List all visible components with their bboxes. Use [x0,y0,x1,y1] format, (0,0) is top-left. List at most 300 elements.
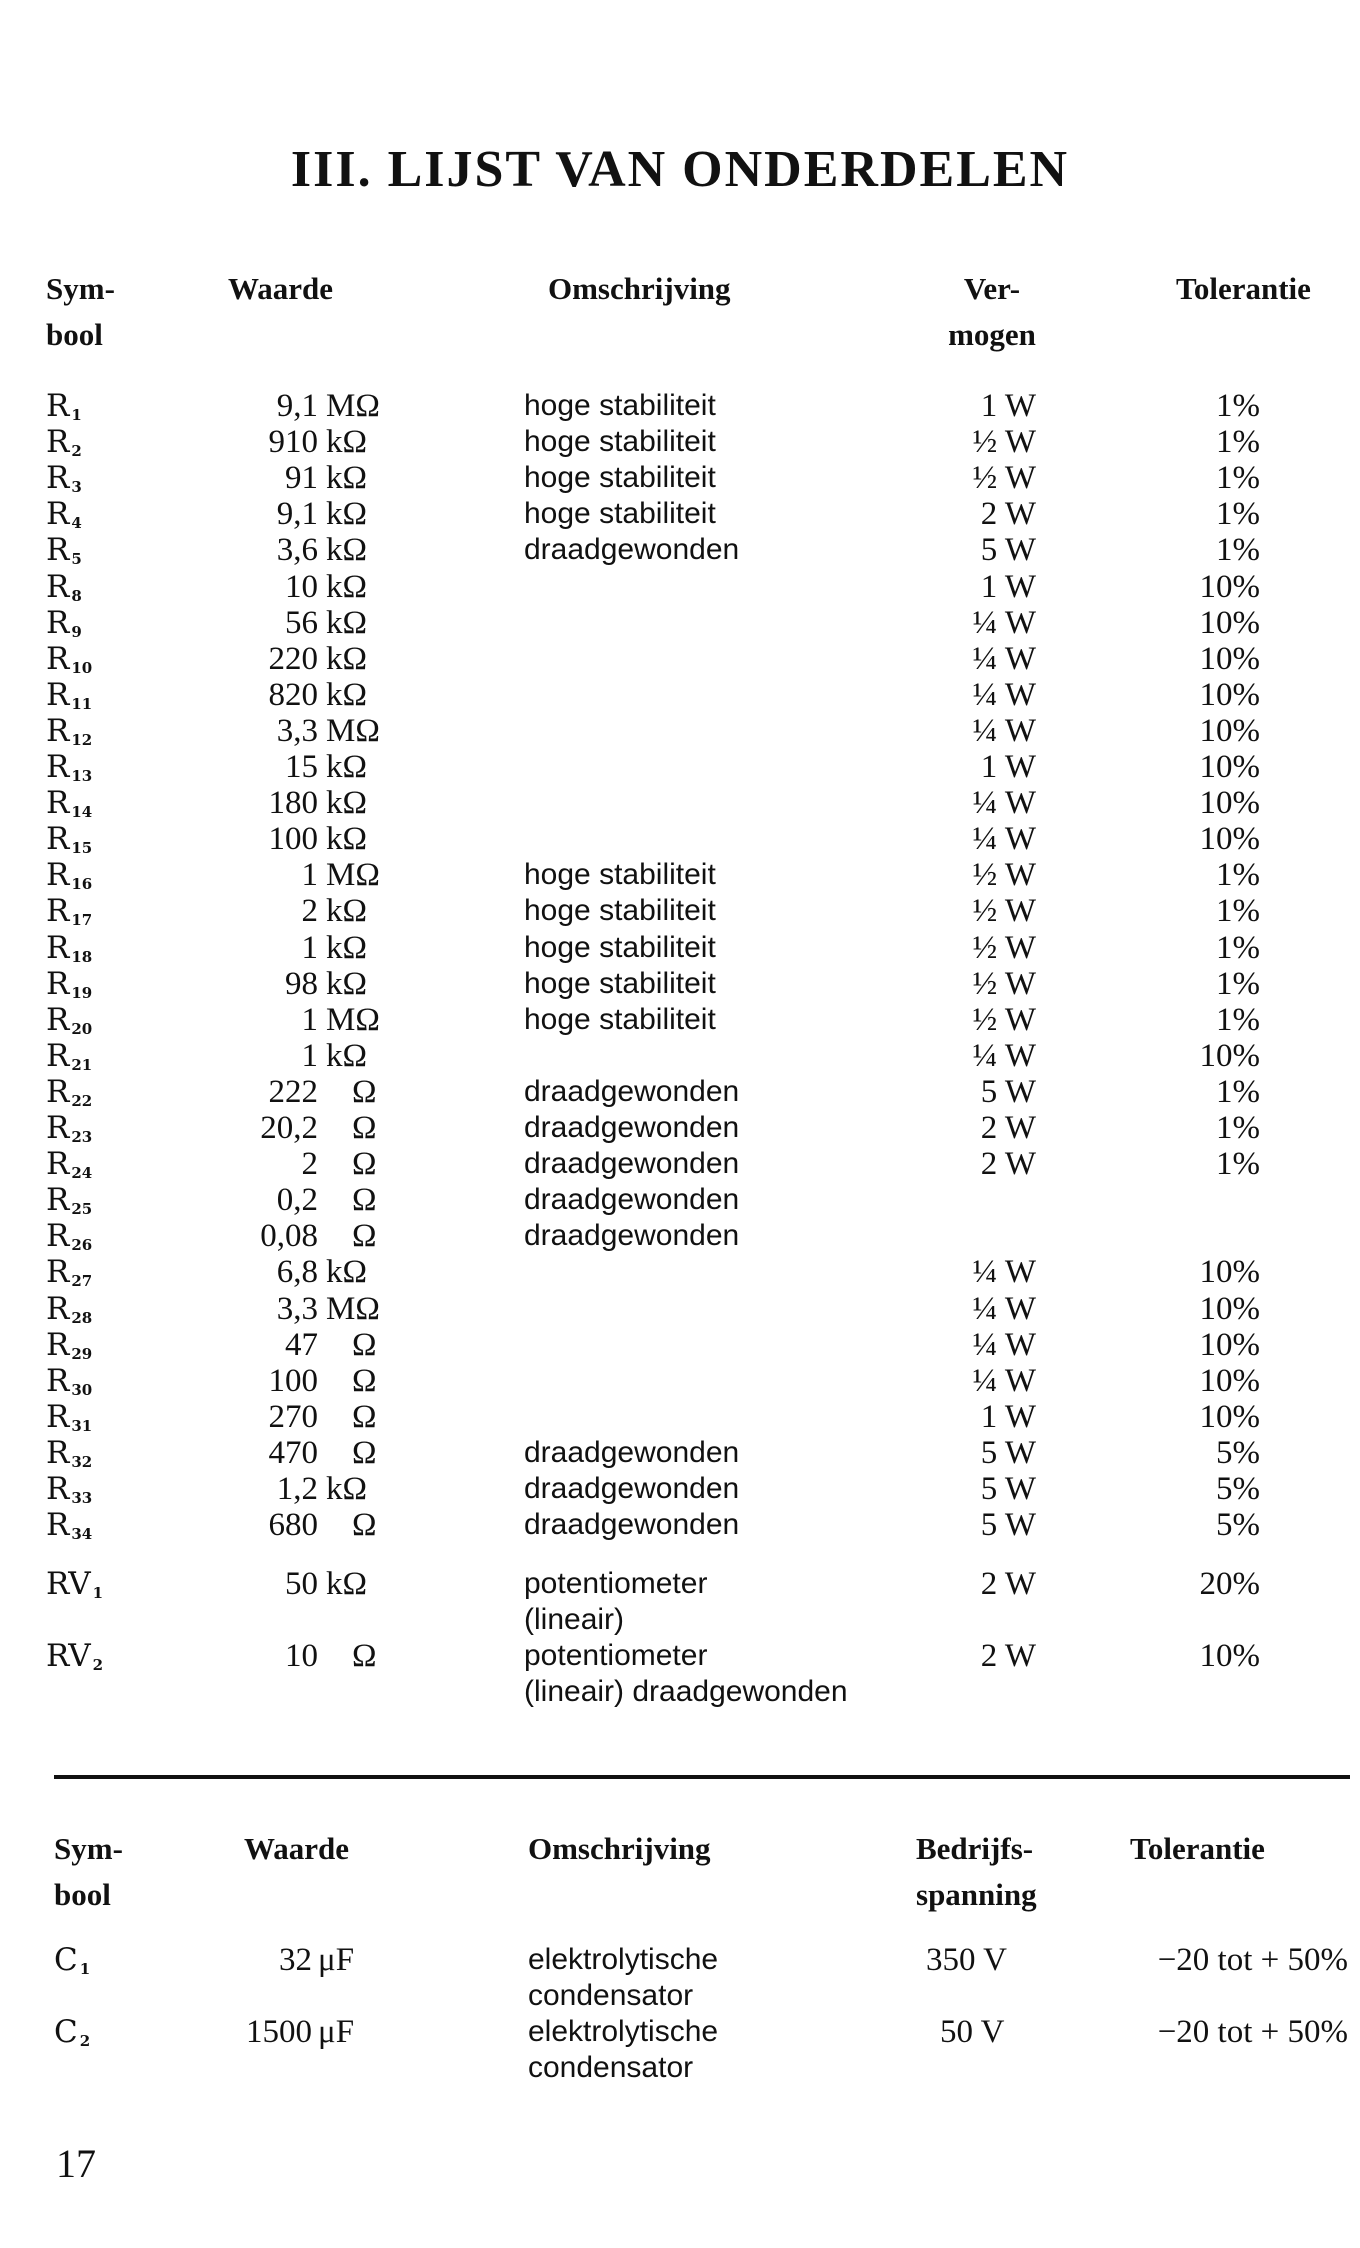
symbol-letter: R [46,749,70,785]
table-row [0,641,1360,677]
symbol-index: 19 [71,983,93,1002]
component-symbol [54,1942,90,1987]
description-line2: condensator [528,1979,694,2012]
value-unit: kΩ [326,1471,368,1507]
value-unit: kΩ [326,929,368,966]
symbol-index: 15 [71,839,93,858]
symbol-letter: R [46,1037,70,1074]
description: potentiometer [524,1639,708,1672]
power-rating: 2 W [980,1110,1036,1146]
symbol-letter: RV [46,1638,91,1674]
t2-header-value [244,1826,349,1872]
symbol-letter: R [46,785,70,822]
power-rating: ½ W [972,460,1036,497]
tolerance: 10% [1199,604,1260,641]
tolerance: 10% [1199,1638,1260,1674]
t1-header-value [228,266,333,312]
value-number: 820 [268,676,318,713]
description: hoge stabiliteit [524,894,716,928]
value-number: 2 [301,893,318,930]
power-rating: ¼ W [972,676,1036,713]
symbol-letter: R [46,1146,70,1183]
description: draadgewonden [524,1508,740,1542]
symbol-letter: R [46,460,70,497]
symbol-index: 11 [71,694,93,713]
table-row [0,1038,1360,1074]
power-rating: ½ W [972,893,1036,930]
value-unit: kΩ [326,676,368,713]
t2-header-value-line1: Waarde [244,1831,350,1866]
tolerance: 10% [1199,1037,1260,1074]
component-symbol [46,1507,92,1552]
value-number: 32 [279,1942,312,1978]
symbol-index: 26 [71,1236,93,1255]
value-unit: kΩ [326,532,368,569]
power-rating: ¼ W [972,1037,1036,1074]
value-number: 91 [285,460,318,497]
value-unit: kΩ [326,1566,368,1602]
value-unit: Ω [352,1073,377,1110]
value-unit: kΩ [326,893,368,930]
value-unit: kΩ [326,496,368,533]
value-number: 180 [268,785,318,822]
tolerance: 1% [1216,857,1260,894]
power-rating: ¼ W [972,712,1036,749]
value-number: 1 [301,857,318,894]
description: draadgewonden [524,1472,740,1505]
power-rating: ½ W [972,1001,1036,1038]
value-number: 222 [268,1073,318,1110]
power-rating: 2 W [980,496,1036,533]
t1-header-tolerance [1176,266,1311,312]
tolerance: −20 tot + 50% [1157,2014,1348,2050]
tolerance: 1% [1216,460,1260,497]
power-rating: ¼ W [972,821,1036,858]
tolerance: 1% [1216,1001,1260,1038]
symbol-letter: R [46,496,70,533]
power-rating: 5 W [980,1434,1036,1471]
value-number: 98 [285,965,318,1002]
tolerance: 10% [1199,821,1260,858]
table-row [0,1110,1360,1146]
description: hoge stabiliteit [524,858,716,892]
t2-header-tolerance-line1: Tolerantie [1130,1831,1265,1866]
description-line2: condensator [528,2051,694,2084]
symbol-letter: R [46,1398,70,1435]
t1-header-symbol [46,266,115,358]
t2-header-symbol-line2: bool [54,1877,111,1912]
symbol-letter: R [46,893,70,930]
symbol-index: 21 [71,1055,93,1074]
tolerance: 10% [1199,1254,1260,1291]
value-unit: Ω [352,1434,377,1471]
table-row [0,532,1360,568]
value-unit: kΩ [326,460,368,497]
symbol-letter: R [46,424,70,461]
table-row [0,1146,1360,1182]
tolerance: 10% [1199,640,1260,677]
t2-header-voltage-line1: Bedrijfs- [916,1831,1034,1866]
t2-header-voltage [916,1826,1037,1918]
value-number: 6,8 [276,1254,318,1291]
value-unit: Ω [352,1146,377,1183]
symbol-letter: R [46,857,70,894]
table-row [0,1182,1360,1218]
value-number: 3,3 [276,1290,318,1327]
tolerance: 10% [1199,712,1260,749]
power-rating: 1 W [980,388,1036,424]
symbol-index: 20 [71,1019,93,1038]
power-rating: ½ W [972,929,1036,966]
table-row [0,749,1360,785]
description: draadgewonden [524,1147,740,1181]
value-number: 9,1 [276,388,318,424]
power-rating: 2 W [980,1146,1036,1183]
value-number: 9,1 [276,496,318,533]
power-rating: 2 W [980,1638,1036,1674]
value-unit: kΩ [326,1254,368,1291]
symbol-index: 23 [71,1128,93,1146]
operating-voltage: 350 V [926,1942,1007,1978]
value-unit: kΩ [326,749,368,785]
tolerance: 20% [1199,1566,1260,1602]
symbol-index: 14 [71,803,93,822]
value-unit: kΩ [326,640,368,677]
table-row [0,1566,1360,1636]
power-rating: 1 W [980,1398,1036,1435]
component-symbol [46,1638,103,1683]
value-number: 47 [285,1326,318,1363]
value-unit: Ω [352,1110,377,1146]
table-row [0,605,1360,641]
tolerance: 1% [1216,929,1260,966]
description: hoge stabiliteit [524,930,716,964]
value-number: 1 [301,929,318,966]
table-row [0,1291,1360,1327]
value-number: 100 [268,821,318,858]
component-symbol [46,1566,103,1611]
value-number: 680 [268,1507,318,1544]
tolerance: −20 tot + 50% [1157,1942,1348,1978]
table-row [0,1435,1360,1471]
description: hoge stabiliteit [524,1002,716,1036]
table-row [0,1002,1360,1038]
value-unit: μF [318,2014,355,2050]
t1-header-symbol-line1: Sym- [46,271,115,306]
description: draadgewonden [524,1183,740,1217]
table-row [0,460,1360,496]
value-unit: kΩ [326,604,368,641]
table-row [0,569,1360,605]
tolerance: 1% [1216,1073,1260,1110]
symbol-letter: R [46,640,70,677]
tolerance: 1% [1216,1146,1260,1183]
value-unit: Ω [352,1182,377,1219]
description: hoge stabiliteit [524,389,716,422]
t2-header-voltage-line2: spanning [916,1877,1037,1912]
value-unit: kΩ [326,424,368,461]
description: potentiometer [524,1567,708,1600]
operating-voltage: 50 V [940,2014,1005,2050]
symbol-letter: R [46,1001,70,1038]
power-rating: ¼ W [972,785,1036,822]
symbol-letter: R [46,676,70,713]
symbol-index: 30 [71,1380,93,1399]
tolerance: 1% [1216,1110,1260,1146]
table-row [0,388,1360,424]
symbol-index: 18 [71,947,93,966]
tolerance: 5% [1216,1507,1260,1544]
description: elektrolytische [528,2015,719,2048]
symbol-index: 34 [71,1525,93,1544]
value-number: 220 [268,640,318,677]
power-rating: ¼ W [972,1362,1036,1399]
value-number: 1,2 [276,1471,318,1507]
symbol-letter: RV [46,1566,91,1602]
table-row [0,821,1360,857]
table-row [0,966,1360,1002]
symbol-letter: R [46,929,70,966]
description: draadgewonden [524,1435,740,1469]
power-rating: ¼ W [972,640,1036,677]
t2-header-tolerance [1130,1826,1265,1872]
t1-header-description-line1: Omschrijving [548,271,731,306]
description: draadgewonden [524,1219,740,1253]
section-divider [54,1775,1350,1779]
component-symbol [54,2014,90,2059]
symbol-letter: R [46,1362,70,1399]
t1-header-power-line2: mogen [948,317,1036,352]
value-number: 20,2 [260,1110,318,1146]
tolerance: 10% [1199,1290,1260,1327]
table-row [0,1471,1360,1507]
symbol-letter: R [46,1471,70,1507]
value-unit: MΩ [326,857,380,894]
symbol-index: 28 [71,1308,93,1327]
value-unit: kΩ [326,965,368,1002]
symbol-index: 25 [71,1200,93,1219]
power-rating: 5 W [980,532,1036,569]
table-row [0,893,1360,929]
t2-header-description-line1: Omschrijving [528,1831,711,1866]
tolerance: 1% [1216,424,1260,461]
value-number: 15 [285,749,318,785]
power-rating: ¼ W [972,1326,1036,1363]
value-unit: MΩ [326,1290,380,1327]
value-unit: kΩ [326,1037,368,1074]
table-row [0,1363,1360,1399]
symbol-letter: R [46,1218,70,1255]
value-number: 50 [285,1566,318,1602]
t1-header-power-line1: Ver- [963,271,1021,306]
value-unit: Ω [352,1638,377,1674]
t2-header-symbol-line1: Sym- [54,1831,123,1866]
t1-header-power [936,266,1048,358]
symbol-index: 2 [79,2032,91,2050]
description: hoge stabiliteit [524,425,716,459]
t1-header-tolerance-line1: Tolerantie [1176,271,1311,306]
tolerance: 1% [1216,388,1260,424]
power-rating: 1 W [980,749,1036,785]
tolerance: 10% [1199,568,1260,605]
symbol-letter: R [46,1434,70,1471]
value-unit: Ω [352,1507,377,1544]
table-row [0,857,1360,893]
symbol-index: 2 [71,442,82,461]
symbol-index: 2 [92,1656,104,1674]
table-row [0,2014,1360,2084]
symbol-index: 3 [71,478,82,497]
tolerance: 1% [1216,893,1260,930]
value-number: 10 [285,568,318,605]
t1-header-value-line1: Waarde [228,271,334,306]
symbol-index: 31 [71,1416,93,1435]
tolerance: 1% [1216,965,1260,1002]
value-unit: Ω [352,1326,377,1363]
t1-header-description [548,266,731,312]
description: hoge stabiliteit [524,461,716,495]
symbol-index: 1 [92,1584,104,1602]
value-unit: kΩ [326,821,368,858]
description: hoge stabiliteit [524,966,716,1000]
page-number: 17 [56,2141,96,2186]
table-row [0,496,1360,532]
description: draadgewonden [524,1074,740,1108]
power-rating: ¼ W [972,604,1036,641]
symbol-index: 16 [71,875,93,894]
table-row [0,1399,1360,1435]
symbol-letter: R [46,532,70,569]
symbol-index: 1 [79,1960,91,1978]
symbol-letter: R [46,1073,70,1110]
value-unit: Ω [352,1398,377,1435]
table-row [0,1638,1360,1708]
value-number: 910 [268,424,318,461]
tolerance: 1% [1216,496,1260,533]
power-rating: 5 W [980,1507,1036,1544]
value-unit: μF [318,1942,355,1978]
symbol-letter: R [46,1326,70,1363]
description: hoge stabiliteit [524,497,716,531]
symbol-index: 5 [71,550,82,569]
tolerance: 1% [1216,532,1260,569]
value-unit: MΩ [326,388,380,424]
table-row [0,785,1360,821]
description-line2: (lineair) draadgewonden [524,1675,848,1708]
tolerance: 10% [1199,749,1260,785]
tolerance: 10% [1199,1362,1260,1399]
symbol-index: 32 [71,1452,93,1471]
symbol-index: 10 [71,658,93,677]
value-unit: kΩ [326,785,368,822]
power-rating: ½ W [972,424,1036,461]
symbol-letter: R [46,965,70,1002]
tolerance: 10% [1199,785,1260,822]
value-number: 1500 [246,2014,312,2050]
power-rating: 5 W [980,1073,1036,1110]
symbol-index: 9 [71,622,82,641]
symbol-index: 27 [71,1272,93,1291]
value-number: 470 [268,1434,318,1471]
symbol-index: 13 [71,767,93,785]
symbol-letter: R [46,1182,70,1219]
value-unit: MΩ [326,1001,380,1038]
symbol-letter: R [46,568,70,605]
power-rating: 1 W [980,568,1036,605]
value-number: 1 [301,1001,318,1038]
t1-header-symbol-line2: bool [46,317,103,352]
value-unit: Ω [352,1218,377,1255]
symbol-index: 17 [71,911,93,930]
symbol-letter: R [46,604,70,641]
symbol-letter: R [46,1110,70,1146]
value-number: 100 [268,1362,318,1399]
value-number: 1 [301,1037,318,1074]
table-row [0,713,1360,749]
symbol-letter: R [46,1290,70,1327]
symbol-index: 4 [71,514,82,533]
table-row [0,677,1360,713]
description: draadgewonden [524,1111,740,1144]
table-row [0,1254,1360,1290]
symbol-letter: R [46,1254,70,1291]
value-number: 270 [268,1398,318,1435]
value-unit: Ω [352,1362,377,1399]
symbol-index: 12 [71,730,93,749]
table-row [0,930,1360,966]
tolerance: 10% [1199,676,1260,713]
power-rating: ¼ W [972,1254,1036,1291]
value-unit: kΩ [326,568,368,605]
description: draadgewonden [524,533,740,567]
symbol-letter: C [54,2014,78,2050]
table-row [0,424,1360,460]
tolerance: 5% [1216,1434,1260,1471]
value-number: 3,3 [276,712,318,749]
table-row [0,1074,1360,1110]
power-rating: 2 W [980,1566,1036,1602]
tolerance: 10% [1199,1326,1260,1363]
power-rating: 5 W [980,1471,1036,1507]
tolerance: 5% [1216,1471,1260,1507]
value-number: 2 [301,1146,318,1183]
table-row [0,1327,1360,1363]
symbol-letter: R [46,712,70,749]
value-number: 0,08 [260,1218,318,1255]
symbol-index: 33 [71,1489,93,1507]
symbol-letter: R [46,821,70,858]
power-rating: ½ W [972,857,1036,894]
symbol-letter: R [46,388,70,424]
symbol-index: 1 [71,406,82,424]
symbol-index: 29 [71,1344,93,1363]
symbol-index: 24 [71,1164,93,1183]
symbol-index: 22 [71,1091,93,1110]
value-unit: MΩ [326,712,380,749]
symbol-letter: R [46,1507,70,1544]
symbol-letter: C [54,1942,78,1978]
value-number: 3,6 [276,532,318,569]
description: elektrolytische [528,1943,719,1976]
page-title: III. LIJST VAN ONDERDELEN [290,141,1070,198]
table-row [0,1942,1360,2012]
table-row [0,1507,1360,1543]
t2-header-symbol [54,1826,123,1918]
value-number: 56 [285,604,318,641]
power-rating: ½ W [972,965,1036,1002]
symbol-index: 8 [71,586,82,605]
value-number: 0,2 [276,1182,318,1219]
